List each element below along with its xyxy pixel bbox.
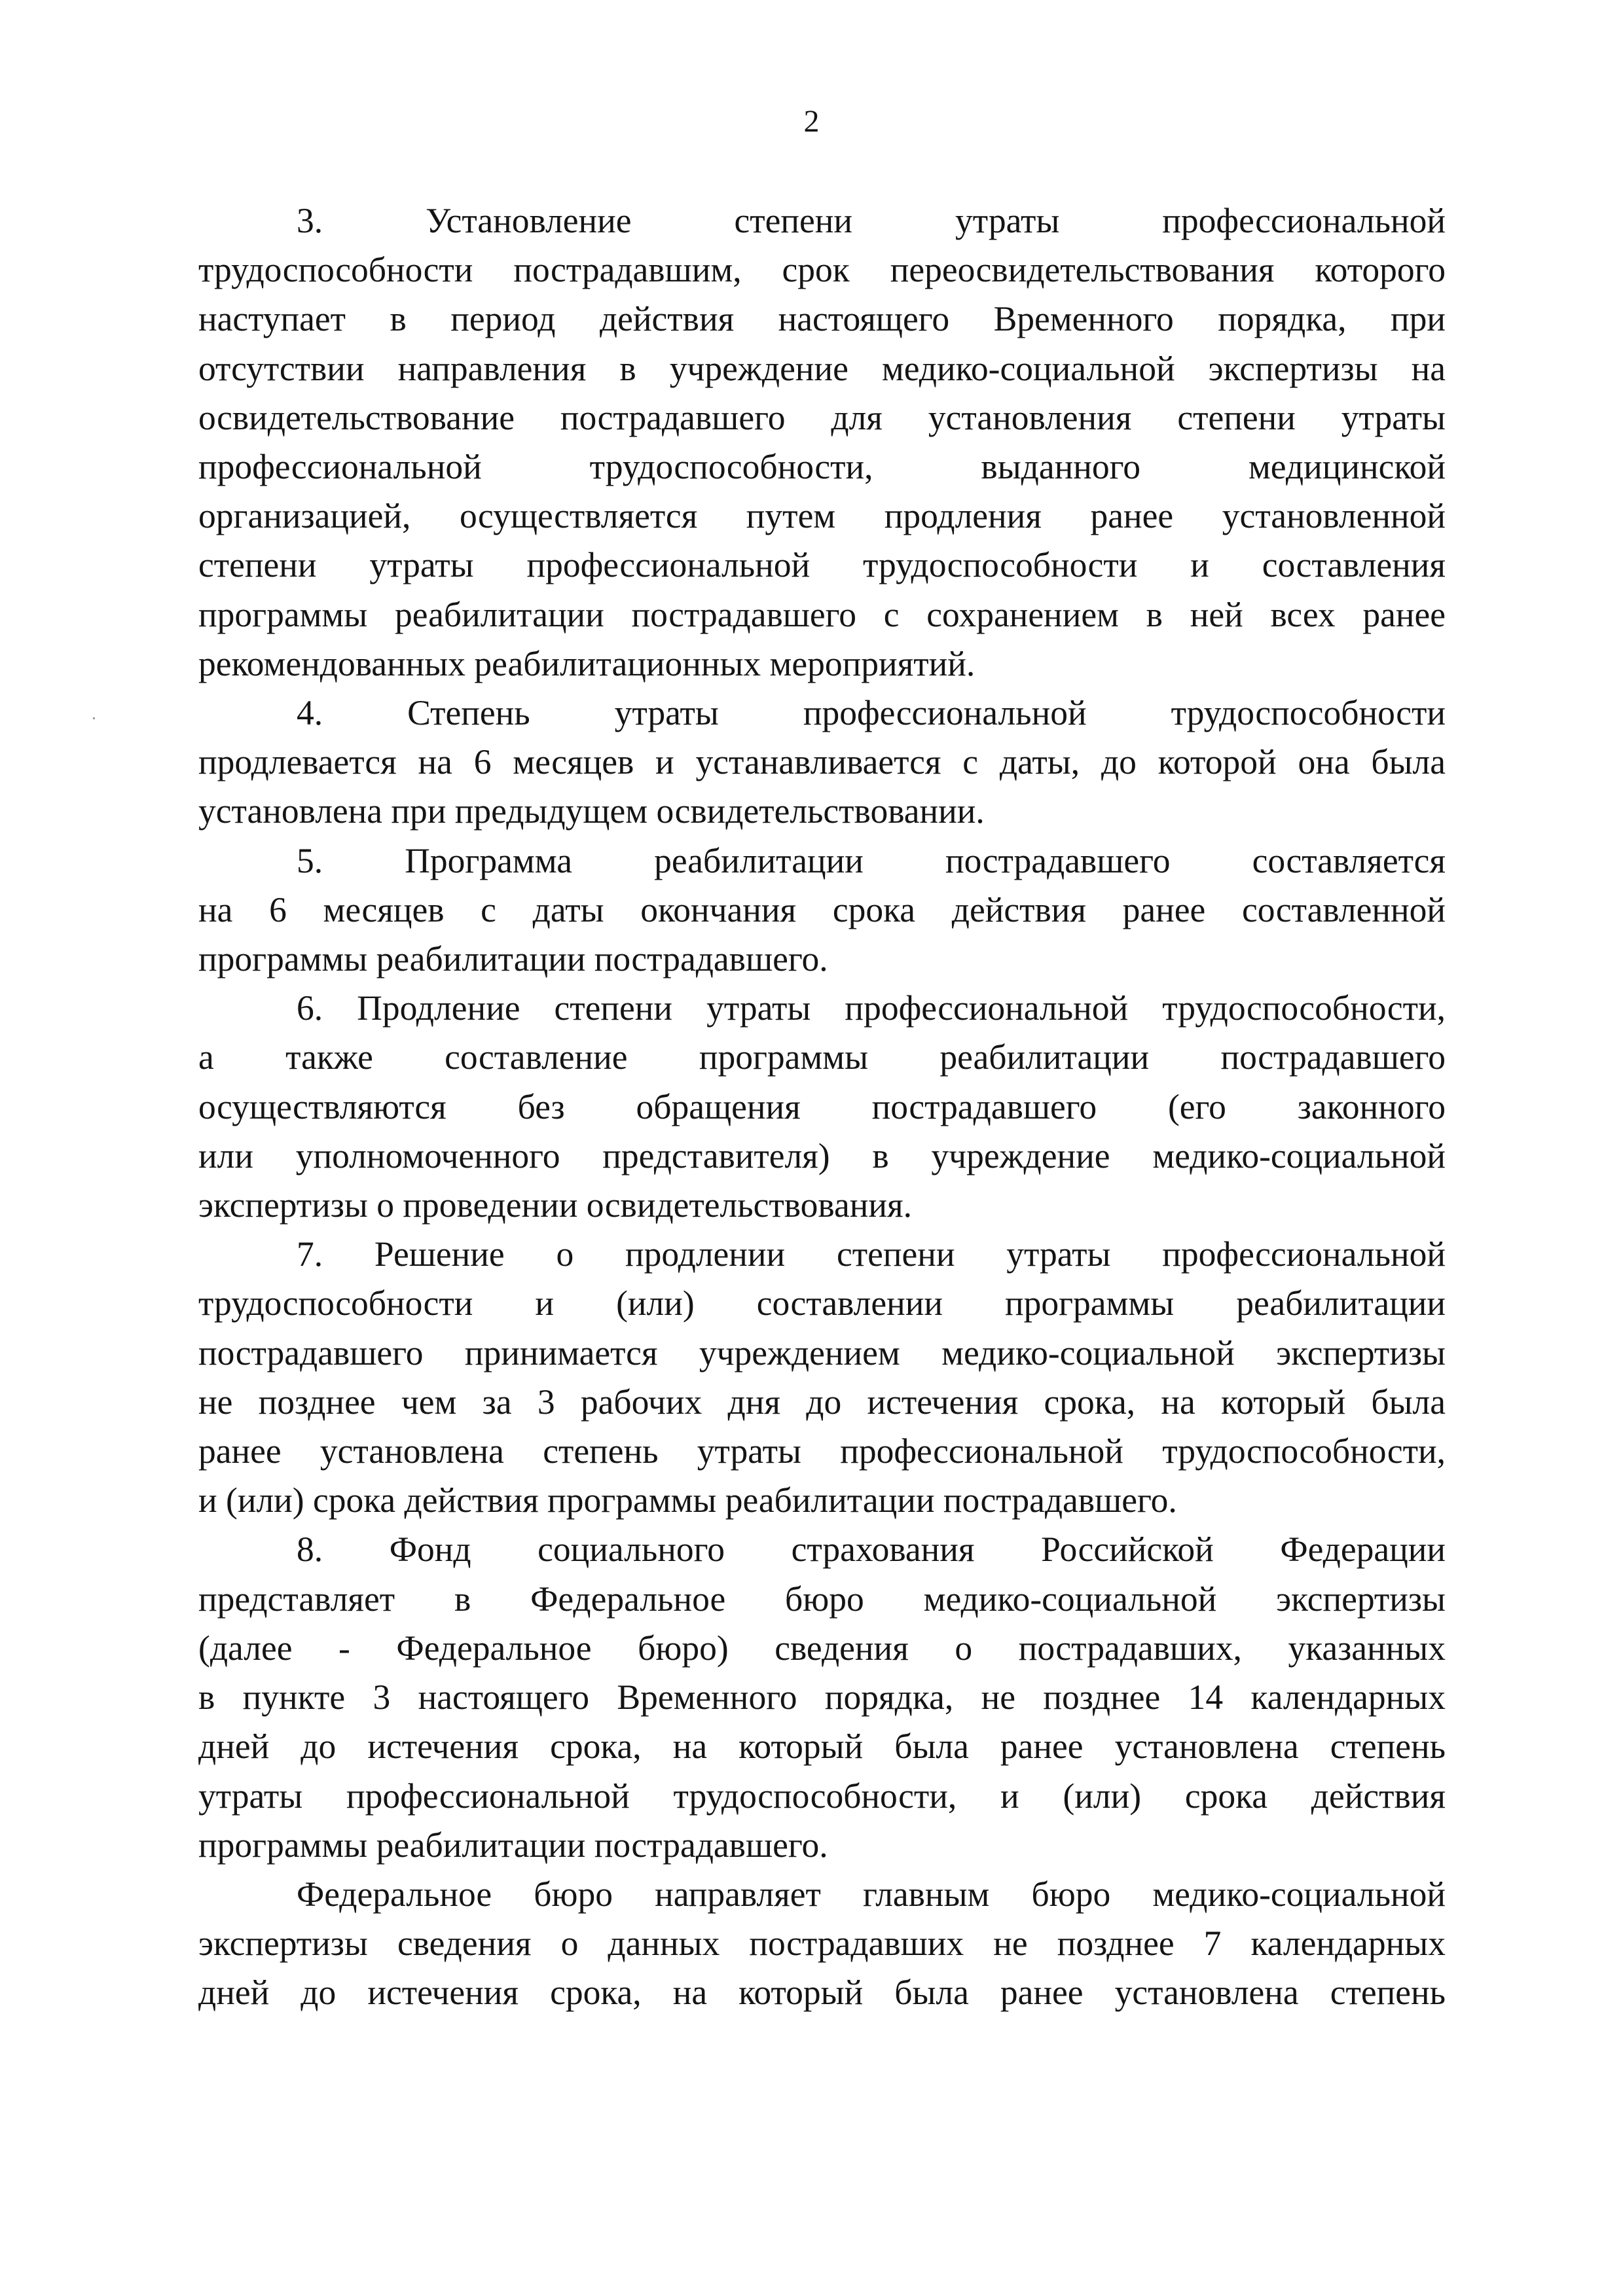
text-line: представляет в Федеральное бюро медико-социальной экспертизы [198, 1579, 1446, 1619]
text-line: или уполномоченного представителя) в учреждение медико-социальной [198, 1136, 1446, 1175]
text-line: пострадавшего принимается учреждением медико-социальной экспертизы [198, 1333, 1446, 1372]
text-line: продлевается на 6 месяцев и устанавливается с даты, до которой она была [198, 742, 1446, 782]
paragraph-3 [198, 196, 1446, 689]
text-line: 5. Программа реабилитации пострадавшего составляется [297, 840, 1446, 880]
text-line: в пункте 3 настоящего Временного порядка, не позднее 14 календарных [198, 1677, 1446, 1717]
text-line: трудоспособности пострадавшим, срок переосвидетельствования которого [198, 250, 1446, 290]
text-line: экспертизы сведения о данных пострадавших не позднее 7 календарных [198, 1924, 1446, 1964]
text-line: отсутствии направления в учреждение медико-социальной экспертизы на [198, 348, 1446, 388]
text-line: экспертизы о проведении освидетельствования. [198, 1185, 912, 1225]
text-line: 4. Степень утраты профессиональной трудоспособности [297, 693, 1446, 733]
paragraph-4 [198, 689, 1446, 836]
text-line: не позднее чем за 3 рабочих дня до истечения срока, на который была [198, 1382, 1446, 1422]
paragraph-federal-bureau [198, 1870, 1446, 2018]
text-line: программы реабилитации пострадавшего. [198, 939, 828, 979]
text-line: степени утраты профессиональной трудоспособности и составления [198, 545, 1446, 585]
text-line: профессиональной трудоспособности, выданного медицинской [198, 447, 1446, 487]
text-line: (далее - Федеральное бюро) сведения о пострадавших, указанных [198, 1628, 1446, 1668]
text-line: дней до истечения срока, на который была ранее установлена степень [198, 1727, 1446, 1767]
text-line: трудоспособности и (или) составлении программы реабилитации [198, 1283, 1446, 1323]
page-number: 2 [803, 104, 820, 139]
text-line: Федеральное бюро направляет главным бюро медико-социальной [297, 1874, 1446, 1914]
text-line: 7. Решение о продлении степени утраты профессиональной [297, 1234, 1446, 1274]
text-line: освидетельствование пострадавшего для установления степени утраты [198, 397, 1446, 437]
text-line: рекомендованных реабилитационных мероприятий. [198, 643, 976, 683]
text-line: а также составление программы реабилитации пострадавшего [198, 1037, 1446, 1077]
text-line: на 6 месяцев с даты окончания срока действия ранее составленной [198, 889, 1446, 929]
paragraph-5 [198, 836, 1446, 984]
text-line: и (или) срока действия программы реабилитации пострадавшего. [198, 1480, 1177, 1520]
text-line: установлена при предыдущем освидетельствовании. [198, 791, 985, 831]
text-line: программы реабилитации пострадавшего с сохранением в ней всех ранее [198, 594, 1446, 634]
text-line: 6. Продление степени утраты профессиональной трудоспособности, [297, 988, 1446, 1028]
text-line: 8. Фонд социального страхования Российской Федерации [297, 1530, 1446, 1570]
document-body [198, 196, 1446, 2018]
paragraph-6 [198, 984, 1446, 1230]
text-line: утраты профессиональной трудоспособности, и (или) срока действия [198, 1776, 1446, 1816]
text-line: ранее установлена степень утраты профессиональной трудоспособности, [198, 1431, 1446, 1471]
text-line: 3. Установление степени утраты профессиональной [297, 201, 1446, 240]
text-line: дней до истечения срока, на который была ранее установлена степень [198, 1973, 1446, 2013]
paragraph-7 [198, 1230, 1446, 1525]
text-line: осуществляются без обращения пострадавшего (его законного [198, 1086, 1446, 1126]
text-line: организацией, осуществляется путем продления ранее установленной [198, 496, 1446, 536]
text-line: наступает в период действия настоящего Временного порядка, при [198, 299, 1446, 339]
paragraph-8 [198, 1525, 1446, 1869]
text-line: программы реабилитации пострадавшего. [198, 1825, 828, 1865]
margin-speck [93, 717, 95, 719]
